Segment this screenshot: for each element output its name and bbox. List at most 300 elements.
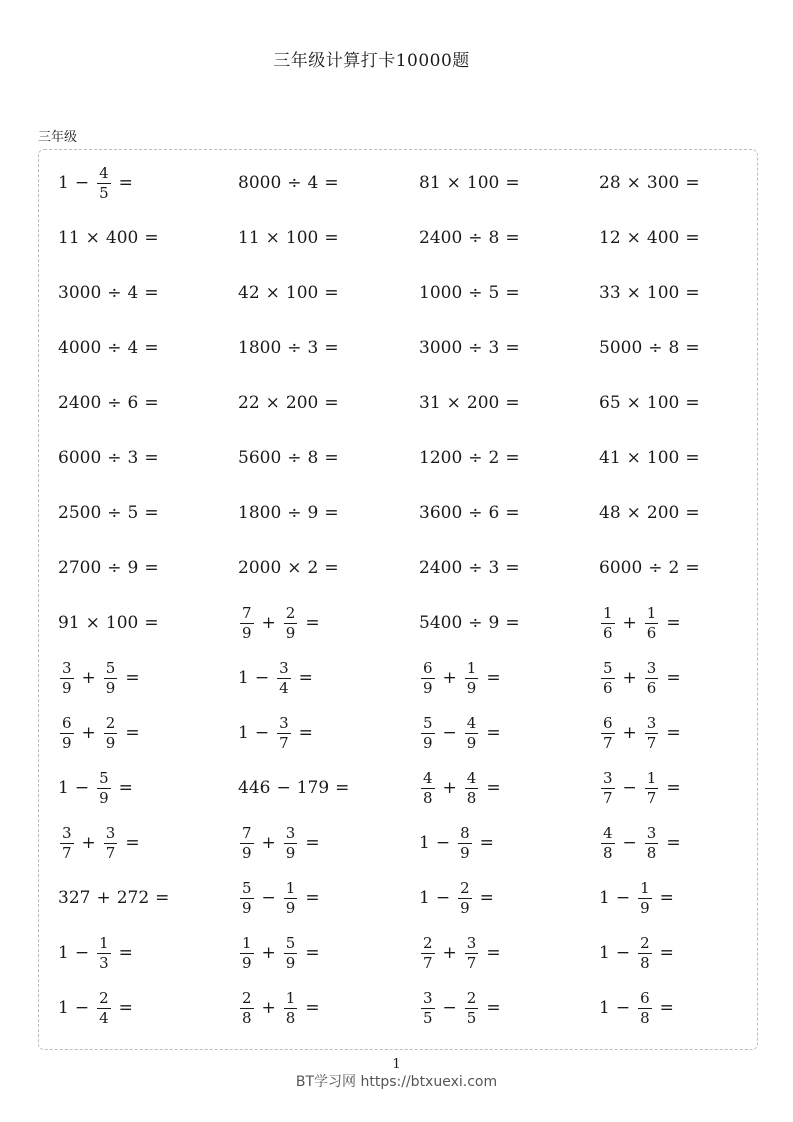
fraction-denominator: 7 (603, 788, 613, 807)
math-problem (599, 821, 687, 865)
number: 1 (599, 888, 610, 908)
operator: + (622, 668, 637, 688)
fraction (421, 933, 435, 972)
fraction-denominator: 8 (423, 788, 433, 807)
operator: ÷ (287, 503, 302, 523)
fraction-denominator: 4 (279, 678, 289, 697)
math-problem (419, 161, 526, 205)
operator: − (254, 668, 270, 688)
number: 41 (599, 448, 621, 468)
fraction-denominator: 9 (423, 733, 433, 752)
fraction-numerator: 3 (279, 713, 289, 732)
fraction-numerator: 7 (242, 603, 252, 622)
number: 1200 (419, 448, 463, 468)
fraction-denominator: 7 (646, 733, 657, 752)
fraction (277, 658, 291, 697)
fraction-numerator: 6 (640, 988, 650, 1007)
operator: = (685, 393, 700, 413)
operator: = (685, 228, 700, 248)
operator: × (85, 613, 100, 633)
number: 1 (599, 998, 610, 1018)
fraction (645, 768, 659, 807)
number: 33 (599, 283, 621, 303)
operator: + (81, 668, 96, 688)
operator: = (486, 943, 501, 963)
math-problem (58, 161, 139, 205)
number: 1000 (419, 283, 463, 303)
operator: × (626, 393, 641, 413)
operator: = (486, 668, 501, 688)
fraction-numerator: 2 (99, 988, 109, 1007)
fraction-numerator: 5 (423, 713, 433, 732)
operator: = (144, 613, 159, 633)
number: 1 (58, 173, 69, 193)
operator: = (479, 833, 494, 853)
operator: − (74, 173, 90, 193)
operator: − (435, 833, 451, 853)
operator: = (666, 723, 681, 743)
fraction-numerator: 1 (285, 878, 296, 897)
math-problem (58, 821, 146, 865)
operator: − (276, 778, 291, 798)
operator: ÷ (287, 173, 302, 193)
math-problem (599, 381, 706, 425)
number: 100 (646, 448, 680, 468)
fraction (465, 768, 479, 807)
number: 3 (127, 448, 139, 468)
math-problem (599, 436, 706, 480)
operator: − (74, 998, 90, 1018)
fraction (465, 658, 479, 697)
operator: = (335, 778, 350, 798)
fraction (284, 988, 298, 1027)
number: 4000 (58, 338, 102, 358)
number: 6 (127, 393, 139, 413)
number: 4 (307, 173, 319, 193)
number: 1800 (238, 338, 282, 358)
operator: ÷ (468, 283, 483, 303)
operator: = (685, 558, 700, 578)
fraction (421, 713, 435, 752)
fraction-denominator: 9 (242, 623, 252, 642)
operator: ÷ (468, 503, 483, 523)
operator: = (144, 558, 159, 578)
fraction (645, 713, 659, 752)
operator: − (622, 833, 637, 853)
fraction-denominator: 5 (423, 1008, 433, 1027)
operator: = (324, 173, 339, 193)
fraction (645, 823, 659, 862)
fraction (465, 988, 479, 1027)
fraction-denominator: 7 (62, 843, 72, 862)
math-problem (419, 436, 526, 480)
operator: − (254, 723, 270, 743)
math-problem (58, 381, 165, 425)
number: 200 (285, 393, 319, 413)
page-title: 三年级计算打卡10000题 (273, 51, 470, 71)
operator: − (615, 888, 631, 908)
operator: × (265, 393, 280, 413)
fraction-numerator: 3 (62, 658, 72, 677)
number: 3 (488, 558, 500, 578)
operator: = (324, 338, 339, 358)
number: 1 (238, 723, 249, 743)
fraction-numerator: 3 (285, 823, 296, 842)
operator: ÷ (468, 338, 483, 358)
operator: × (626, 503, 641, 523)
number: 2 (668, 558, 680, 578)
fraction-numerator: 1 (285, 988, 296, 1007)
operator: = (118, 943, 133, 963)
fraction-denominator: 9 (99, 788, 109, 807)
fraction (97, 768, 111, 807)
fraction (465, 713, 479, 752)
operator: ÷ (107, 393, 122, 413)
operator: ÷ (107, 503, 122, 523)
math-problem (238, 601, 326, 645)
fraction-numerator: 2 (423, 933, 433, 952)
fraction (645, 603, 659, 642)
math-problem (599, 271, 706, 315)
number: 9 (488, 613, 500, 633)
number: 200 (646, 503, 680, 523)
fraction-denominator: 9 (242, 843, 252, 862)
operator: − (435, 888, 451, 908)
fraction-numerator: 6 (603, 713, 613, 732)
fraction (421, 768, 435, 807)
number: 3 (488, 338, 500, 358)
operator: × (446, 173, 461, 193)
fraction-numerator: 1 (603, 603, 613, 622)
math-problem (419, 491, 526, 535)
fraction-denominator: 7 (423, 953, 433, 972)
operator: = (685, 173, 700, 193)
number: 3600 (419, 503, 463, 523)
operator: = (144, 393, 159, 413)
operator: − (615, 998, 631, 1018)
operator: ÷ (468, 228, 483, 248)
operator: = (125, 833, 140, 853)
math-problem (238, 546, 345, 590)
operator: = (505, 173, 520, 193)
math-problem (599, 601, 687, 645)
fraction-numerator: 3 (105, 823, 116, 842)
operator: = (666, 833, 681, 853)
fraction-numerator: 3 (279, 658, 289, 677)
operator: = (324, 393, 339, 413)
math-problem (58, 656, 146, 700)
operator: − (442, 998, 457, 1018)
fraction-denominator: 8 (242, 1008, 252, 1027)
number: 2400 (58, 393, 102, 413)
number: 48 (599, 503, 621, 523)
math-problem (419, 326, 526, 370)
math-problem (238, 161, 345, 205)
math-problem (238, 436, 345, 480)
math-problem (419, 546, 526, 590)
fraction (104, 713, 118, 752)
operator: = (505, 228, 520, 248)
fraction-numerator: 6 (423, 658, 433, 677)
fraction-numerator: 1 (640, 878, 650, 897)
fraction (284, 603, 298, 642)
fraction (97, 988, 111, 1027)
operator: × (265, 228, 280, 248)
operator: = (486, 723, 501, 743)
number: 400 (105, 228, 139, 248)
operator: = (659, 943, 674, 963)
operator: = (505, 613, 520, 633)
operator: − (615, 943, 631, 963)
operator: + (81, 723, 96, 743)
operator: = (324, 448, 339, 468)
fraction-denominator: 9 (242, 953, 252, 972)
number: 3 (307, 338, 319, 358)
number: 6000 (599, 558, 643, 578)
fraction (240, 603, 254, 642)
fraction-numerator: 2 (466, 988, 477, 1007)
number: 12 (599, 228, 621, 248)
operator: = (486, 778, 501, 798)
math-problem (58, 326, 165, 370)
fraction-denominator: 9 (640, 898, 650, 917)
fraction (240, 878, 254, 917)
fraction-numerator: 5 (242, 878, 252, 897)
operator: ÷ (468, 558, 483, 578)
operator: = (144, 283, 159, 303)
math-problem (599, 876, 680, 920)
number: 22 (238, 393, 260, 413)
number: 28 (599, 173, 621, 193)
number: 1 (58, 778, 69, 798)
operator: = (298, 668, 313, 688)
number: 179 (296, 778, 330, 798)
operator: = (118, 998, 133, 1018)
operator: = (505, 503, 520, 523)
math-problem (419, 601, 526, 645)
fraction-numerator: 4 (423, 768, 433, 787)
operator: = (305, 888, 320, 908)
number: 200 (466, 393, 500, 413)
operator: + (261, 943, 276, 963)
number: 31 (419, 393, 441, 413)
fraction-denominator: 9 (285, 953, 296, 972)
operator: = (324, 503, 339, 523)
number: 2 (488, 448, 500, 468)
fraction (638, 878, 652, 917)
fraction-denominator: 5 (466, 1008, 477, 1027)
number: 1800 (238, 503, 282, 523)
fraction-denominator: 9 (466, 733, 477, 752)
fraction (240, 933, 254, 972)
math-problem (238, 766, 355, 810)
fraction-denominator: 6 (603, 623, 613, 642)
fraction-denominator: 7 (603, 733, 613, 752)
number: 2400 (419, 558, 463, 578)
number: 100 (105, 613, 139, 633)
number: 91 (58, 613, 80, 633)
fraction (284, 878, 298, 917)
fraction-numerator: 5 (603, 658, 613, 677)
fraction-denominator: 5 (99, 183, 109, 202)
operator: = (505, 338, 520, 358)
operator: − (442, 723, 457, 743)
operator: = (144, 503, 159, 523)
number: 81 (419, 173, 441, 193)
operator: = (666, 613, 681, 633)
fraction-denominator: 9 (105, 733, 116, 752)
operator: ÷ (468, 448, 483, 468)
math-problem (419, 931, 507, 975)
operator: + (81, 833, 96, 853)
operator: = (505, 283, 520, 303)
grade-label: 三年级 (38, 130, 78, 145)
fraction-denominator: 9 (285, 623, 296, 642)
math-problem (238, 931, 326, 975)
number: 6000 (58, 448, 102, 468)
fraction-numerator: 5 (99, 768, 109, 787)
operator: × (446, 393, 461, 413)
number: 8 (307, 448, 319, 468)
operator: = (505, 558, 520, 578)
fraction (97, 933, 111, 972)
operator: × (626, 448, 641, 468)
operator: = (486, 998, 501, 1018)
number: 2000 (238, 558, 282, 578)
math-problem (419, 986, 507, 1030)
fraction-denominator: 9 (105, 678, 116, 697)
operator: ÷ (107, 338, 122, 358)
math-problem (419, 271, 526, 315)
math-problem (419, 766, 507, 810)
operator: = (685, 448, 700, 468)
math-problem (599, 711, 687, 755)
number: 6 (488, 503, 500, 523)
number: 400 (646, 228, 680, 248)
fraction (240, 823, 254, 862)
fraction-denominator: 3 (99, 953, 109, 972)
number: 5600 (238, 448, 282, 468)
number: 100 (646, 283, 680, 303)
fraction-numerator: 4 (603, 823, 613, 842)
fraction (458, 823, 472, 862)
number: 11 (238, 228, 260, 248)
fraction-numerator: 1 (242, 933, 252, 952)
math-problem (58, 986, 139, 1030)
operator: ÷ (287, 338, 302, 358)
number: 5000 (599, 338, 643, 358)
fraction (60, 823, 74, 862)
operator: = (479, 888, 494, 908)
math-problem (58, 711, 146, 755)
number: 1 (599, 943, 610, 963)
number: 2400 (419, 228, 463, 248)
operator: = (685, 283, 700, 303)
operator: ÷ (468, 613, 483, 633)
number: 100 (466, 173, 500, 193)
fraction-denominator: 9 (242, 898, 252, 917)
fraction-denominator: 9 (62, 733, 72, 752)
number: 2500 (58, 503, 102, 523)
fraction-numerator: 3 (646, 713, 657, 732)
number: 3000 (419, 338, 463, 358)
math-problem (238, 491, 345, 535)
fraction-numerator: 5 (285, 933, 296, 952)
fraction-denominator: 9 (423, 678, 433, 697)
fraction-numerator: 5 (105, 658, 116, 677)
fraction-denominator: 9 (460, 898, 470, 917)
fraction (277, 713, 291, 752)
fraction-denominator: 8 (603, 843, 613, 862)
number: 2 (307, 558, 319, 578)
fraction (104, 658, 118, 697)
operator: = (118, 173, 133, 193)
number: 65 (599, 393, 621, 413)
operator: × (287, 558, 302, 578)
number: 9 (307, 503, 319, 523)
operator: = (324, 283, 339, 303)
operator: − (261, 888, 276, 908)
fraction-denominator: 8 (640, 1008, 650, 1027)
math-problem (58, 436, 165, 480)
number: 8 (488, 228, 500, 248)
operator: = (685, 503, 700, 523)
fraction (421, 988, 435, 1027)
fraction (458, 878, 472, 917)
operator: × (626, 173, 641, 193)
operator: + (261, 613, 276, 633)
operator: = (125, 668, 140, 688)
fraction (421, 658, 435, 697)
operator: = (305, 943, 320, 963)
fraction-denominator: 8 (466, 788, 477, 807)
math-problem (419, 876, 500, 920)
fraction-denominator: 6 (603, 678, 613, 697)
fraction (638, 988, 652, 1027)
operator: + (622, 723, 637, 743)
math-problem (238, 656, 319, 700)
fraction-denominator: 7 (466, 953, 477, 972)
operator: × (85, 228, 100, 248)
fraction-numerator: 4 (99, 163, 109, 182)
number: 1 (419, 833, 430, 853)
math-problem (419, 381, 526, 425)
operator: = (659, 888, 674, 908)
number: 4 (127, 338, 139, 358)
page-number: 1 (392, 1057, 401, 1072)
fraction-denominator: 7 (279, 733, 289, 752)
fraction (465, 933, 479, 972)
number: 5 (127, 503, 139, 523)
fraction (601, 823, 615, 862)
number: 327 (58, 888, 91, 908)
fraction-denominator: 9 (285, 898, 296, 917)
math-problem (599, 326, 706, 370)
operator: = (125, 723, 140, 743)
fraction-numerator: 7 (242, 823, 252, 842)
operator: − (74, 943, 90, 963)
fraction (60, 713, 74, 752)
operator: + (442, 668, 457, 688)
site-footer: BT学习网 https://btxuexi.com (295, 1074, 498, 1090)
math-problem (419, 216, 526, 260)
fraction-numerator: 3 (62, 823, 72, 842)
operator: ÷ (648, 338, 663, 358)
math-problem (58, 546, 165, 590)
fraction-numerator: 2 (242, 988, 252, 1007)
fraction-numerator: 3 (646, 823, 657, 842)
math-problem (58, 216, 165, 260)
